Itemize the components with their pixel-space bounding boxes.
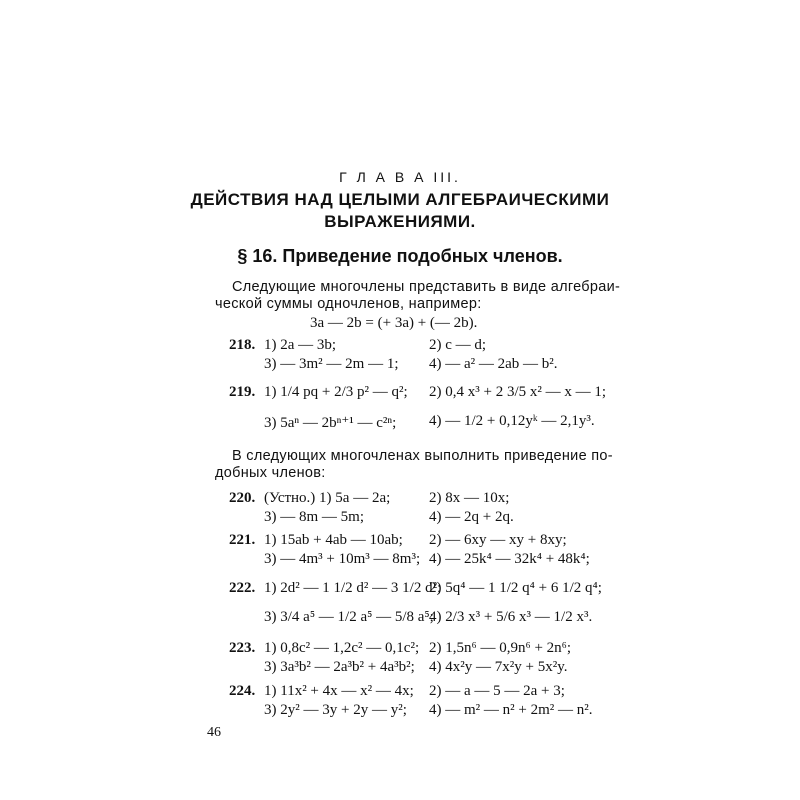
problem-item: 3) 3a³b² — 2a³b² + 4a³b²; (264, 659, 415, 675)
problem-item: 4) 2/3 x³ + 5/6 x³ — 1/2 x³. (429, 609, 593, 625)
problem-number: 223. (229, 640, 256, 656)
problem-item: 2) 0,4 x³ + 2 3/5 x² — x — 1; (429, 384, 607, 400)
problem-number: 220. (229, 490, 256, 506)
problem-item: 4) — 1/2 + 0,12yᵏ — 2,1y³. (429, 413, 595, 429)
problem-item: 2) 5q⁴ — 1 1/2 q⁴ + 6 1/2 q⁴; (429, 580, 602, 596)
problem-item: 2) 1,5n⁶ — 0,9n⁶ + 2n⁶; (429, 640, 572, 656)
problem-item: 4) — a² — 2ab — b². (429, 356, 558, 372)
chapter-heading: Г Л А В А III. (339, 169, 461, 185)
problem-item: 3) 2y² — 3y + 2y — y²; (264, 702, 407, 718)
problem-item: 2) — a — 5 — 2a + 3; (429, 683, 565, 699)
problem-item: 4) 4x²y — 7x²y + 5x²y. (429, 659, 568, 675)
problem-item: 4) — 2q + 2q. (429, 509, 514, 525)
page-number: 46 (207, 725, 221, 740)
problem-number: 224. (229, 683, 256, 699)
problem-item: 3) 5aⁿ — 2bⁿ⁺¹ — c²ⁿ; (264, 415, 397, 431)
intro2-line-1: В следующих многочленах выполнить приведение по- (232, 448, 613, 464)
problem-number: 221. (229, 532, 256, 548)
intro-line-1: Следующие многочлены представить в виде алгебраи- (232, 279, 621, 295)
problem-item: 1) 11x² + 4x — x² — 4x; (264, 683, 414, 699)
problem-item: 1) 2d² — 1 1/2 d² — 3 1/2 d²; (264, 580, 442, 596)
problem-item: 3) 3/4 a⁵ — 1/2 a⁵ — 5/8 a⁵; (264, 609, 434, 625)
problem-item: 2) 8x — 10x; (429, 490, 510, 506)
example-expression: 3a — 2b = (+ 3a) + (— 2b). (310, 315, 478, 331)
problem-item: 1) 0,8c² — 1,2c² — 0,1c²; (264, 640, 420, 656)
problem-number: 218. (229, 337, 256, 353)
problem-number: 219. (229, 384, 256, 400)
problem-item: (Устно.) 1) 5a — 2a; (264, 490, 391, 506)
problem-item: 1) 2a — 3b; (264, 337, 337, 353)
problem-item: 3) — 4m³ + 10m³ — 8m³; (264, 551, 421, 567)
problem-item: 3) — 3m² — 2m — 1; (264, 356, 399, 372)
intro-line-2: ческой суммы одночленов, например: (215, 296, 482, 312)
problem-number: 222. (229, 580, 256, 596)
section-heading: § 16. Приведение подобных членов. (237, 246, 563, 266)
problem-item: 1) 15ab + 4ab — 10ab; (264, 532, 403, 548)
problem-item: 2) — 6xy — xy + 8xy; (429, 532, 567, 548)
problem-item: 4) — m² — n² + 2m² — n². (429, 702, 593, 718)
problem-item: 4) — 25k⁴ — 32k⁴ + 48k⁴; (429, 551, 590, 567)
problem-item: 3) — 8m — 5m; (264, 509, 364, 525)
chapter-title-line-2: ВЫРАЖЕНИЯМИ. (324, 212, 476, 231)
chapter-title-line-1: ДЕЙСТВИЯ НАД ЦЕЛЫМИ АЛГЕБРАИЧЕСКИМИ (190, 190, 610, 209)
intro2-line-2: добных членов: (215, 465, 326, 481)
problem-item: 1) 1/4 pq + 2/3 p² — q²; (264, 384, 408, 400)
problem-item: 2) c — d; (429, 337, 487, 353)
